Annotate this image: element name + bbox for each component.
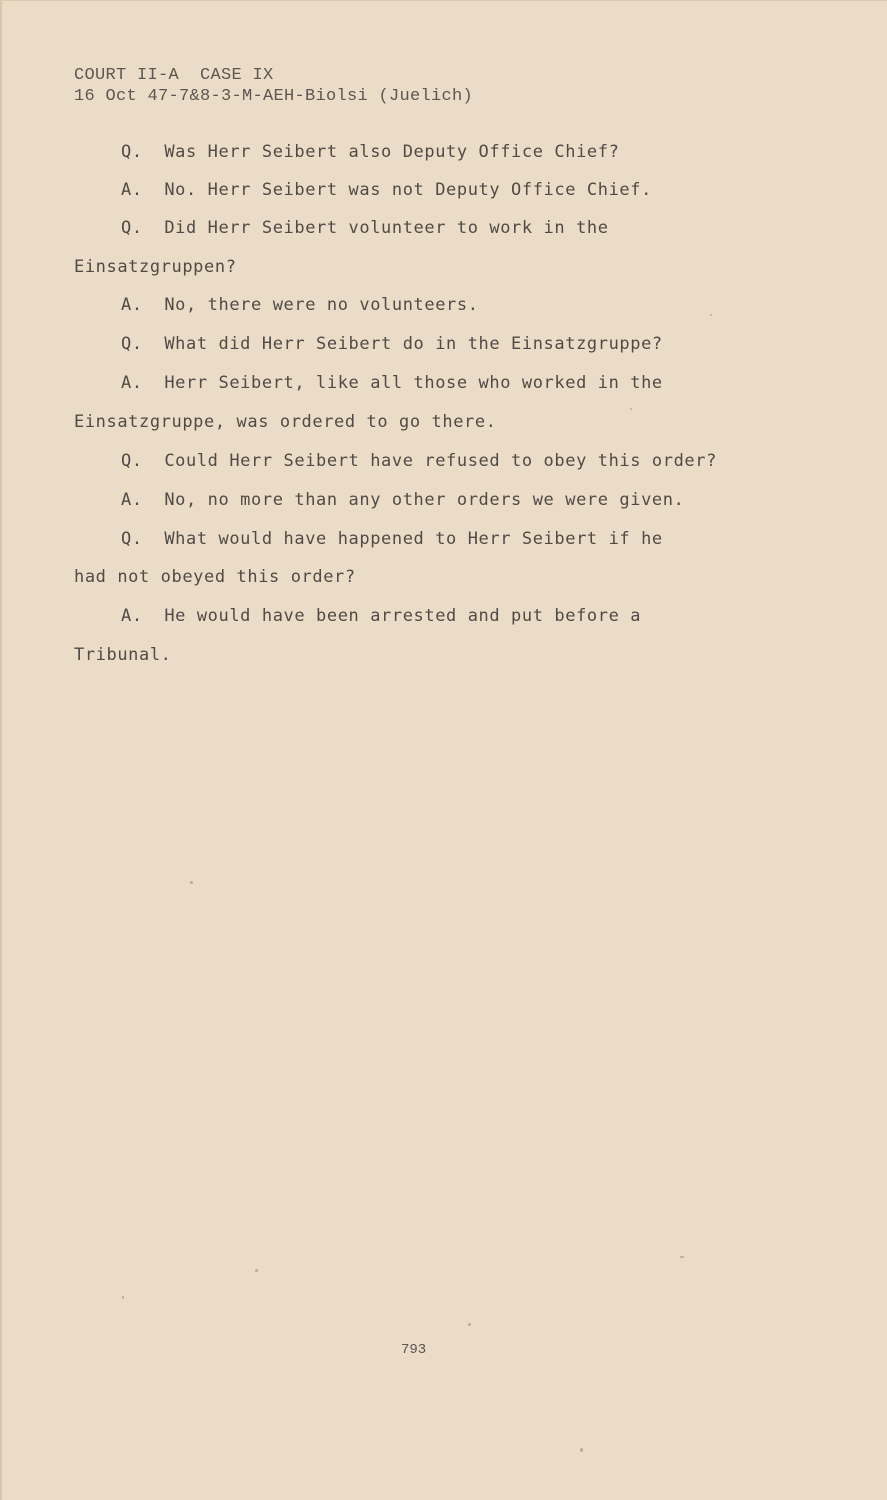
paper-speck <box>680 1256 684 1258</box>
transcript-line: had not obeyed this order? <box>74 567 356 587</box>
transcript-line: Einsatzgruppe, was ordered to go there. <box>74 412 497 432</box>
transcript-line: Q. What would have happened to Herr Seibert if he <box>121 529 663 549</box>
document-header <box>74 65 473 107</box>
paper-speck <box>580 1448 583 1452</box>
page-number: 793 <box>401 1342 427 1358</box>
paper-speck <box>710 314 712 316</box>
transcript-line: Q. Was Herr Seibert also Deputy Office Chief? <box>121 142 620 162</box>
transcript-line: Q. What did Herr Seibert do in the Einsatzgruppe? <box>121 334 663 354</box>
transcript-line: A. He would have been arrested and put before a <box>121 606 642 626</box>
header-date-reporters: 16 Oct 47-7&8-3-M-AEH-Biolsi (Juelich) <box>74 87 474 106</box>
transcript-line: A. No, there were no volunteers. <box>121 295 479 315</box>
transcript-line: A. Herr Seibert, like all those who worked in the <box>121 373 663 393</box>
paper-speck <box>630 408 632 410</box>
transcript-line: Q. Did Herr Seibert volunteer to work in the <box>121 218 609 238</box>
paper-speck <box>190 881 193 884</box>
header-court-case: COURT II-A CASE IX <box>74 66 274 85</box>
transcript-line: Tribunal. <box>74 645 172 665</box>
transcript-line: A. No. Herr Seibert was not Deputy Office Chief. <box>121 180 652 200</box>
paper-speck <box>255 1269 258 1272</box>
transcript-line: Einsatzgruppen? <box>74 257 237 277</box>
paper-speck <box>468 1323 471 1326</box>
paper-speck <box>122 1296 124 1299</box>
transcript-line: A. No, no more than any other orders we were given. <box>121 490 685 510</box>
transcript-line: Q. Could Herr Seibert have refused to obey this order? <box>121 451 717 471</box>
